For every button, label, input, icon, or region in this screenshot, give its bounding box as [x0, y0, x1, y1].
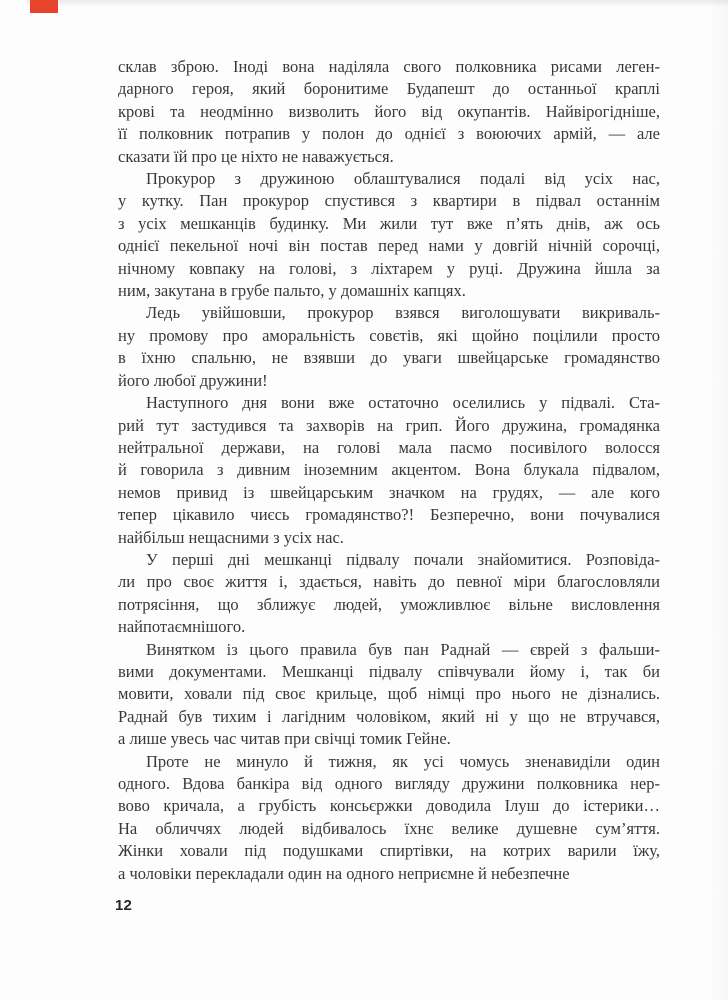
- text-line: ну промову про аморальність совєтів, які щойно поцілили просто: [118, 325, 660, 345]
- text-line: Жінки ховали під подушками спиртівки, на котрих варили їжу,: [118, 841, 660, 861]
- body-text-column: [118, 56, 660, 885]
- paragraph: [118, 751, 660, 885]
- text-line: нейтральної держави, на голові мала пасмо посивілого волосся: [118, 437, 660, 457]
- text-line: й говорила з дивним іноземним акцентом. Вона блукала підвалом,: [118, 460, 660, 480]
- paragraph: [118, 639, 660, 751]
- text-line: ним, закутана в грубе пальто, у домашніх капцях.: [118, 281, 466, 301]
- page-number: 12: [115, 897, 133, 914]
- text-line: склав зброю. Іноді вона наділяла свого полковника рисами леген-: [118, 57, 660, 76]
- paragraph: [118, 392, 660, 549]
- text-line: У перші дні мешканці підвалу почали знайомитися. Розповіда-: [146, 549, 660, 569]
- text-line: Проте не минуло й тижня, як усі чомусь зненавиділи один: [146, 751, 660, 771]
- text-line: тепер цікавило чиєсь громадянство?! Безперечно, вони почувалися: [118, 505, 660, 525]
- paragraph: [118, 56, 660, 168]
- text-line: Прокурор з дружиною облаштувалися подалі від усіх нас,: [146, 169, 660, 189]
- text-line: потрясіння, що зближує людей, уможливлює вільне висловлення: [118, 594, 660, 614]
- text-line: ли про своє життя і, здається, навіть до певної міри благословляли: [118, 572, 660, 592]
- text-line: а лише увесь час читав при свічці томик Гейне.: [118, 729, 451, 749]
- text-line: однієї пекельної ночі він постав перед нами у довгій нічній сорочці,: [118, 236, 660, 256]
- paragraph: [118, 168, 660, 302]
- text-line: найпотаємнішого.: [118, 617, 246, 637]
- text-line: Ледь увійшовши, прокурор взявся виголошувати викриваль-: [146, 303, 660, 323]
- text-line: дарного героя, який боронитиме Будапешт до останньої краплі: [118, 79, 660, 99]
- text-line: його любої дружини!: [118, 370, 268, 390]
- text-line: у кутку. Пан прокурор спустився з квартири в підвал останнім: [118, 191, 660, 211]
- text-line: немов привид із швейцарським значком на грудях, — але кого: [118, 482, 660, 502]
- text-line: Винятком із цього правила був пан Раднай — єврей з фальши-: [146, 639, 660, 659]
- paragraph: [118, 549, 660, 639]
- text-line: рий тут застудився та захворів на грип. Його дружина, громадянка: [118, 415, 660, 435]
- text-line: мовити, ховали під своє крильце, щоб німці про нього не дізнались.: [118, 684, 660, 704]
- text-line: нічному ковпаку на голові, з ліхтарем у руці. Дружина йшла за: [118, 258, 660, 278]
- text-line: крові та неодмінно визволить його від окупантів. Найвірогідніше,: [118, 101, 660, 121]
- text-line: сказати їй про це ніхто не наважується.: [118, 146, 394, 166]
- text-line: Наступного дня вони вже остаточно оселились у підвалі. Ста-: [146, 393, 660, 413]
- text-line: вово кричала, а грубість консьєржки доводила Ілуш до істерики…: [118, 796, 660, 816]
- text-line: найбільш нещасними з усіх нас.: [118, 527, 344, 547]
- text-line: а чоловіки перекладали один на одного неприємне й небезпечне: [118, 863, 570, 883]
- text-line: Раднай був тихим і лагідним чоловіком, який ні у що не втручався,: [118, 706, 660, 726]
- red-bookmark-marker: [30, 0, 58, 13]
- text-line: одного. Вдова банкіра від одного вигляду дружини полковника нер-: [118, 774, 660, 793]
- page-right-edge-shadow: [704, 0, 728, 1000]
- paragraph: [118, 302, 660, 392]
- text-line: На обличчях людей відбивалось їхнє велике душевне сум’яття.: [118, 818, 660, 838]
- page-top-edge-shadow: [27, 0, 728, 7]
- text-line: з усіх мешканців будинку. Ми жили тут вже п’ять днів, аж ось: [118, 213, 660, 233]
- text-line: її полковник потрапив у полон до однієї з воюючих армій, — але: [118, 124, 660, 144]
- text-line: в їхню спальню, не взявши до уваги швейцарське громадянство: [118, 348, 660, 368]
- text-line: вими документами. Мешканці підвалу співчували йому і, так би: [118, 661, 660, 681]
